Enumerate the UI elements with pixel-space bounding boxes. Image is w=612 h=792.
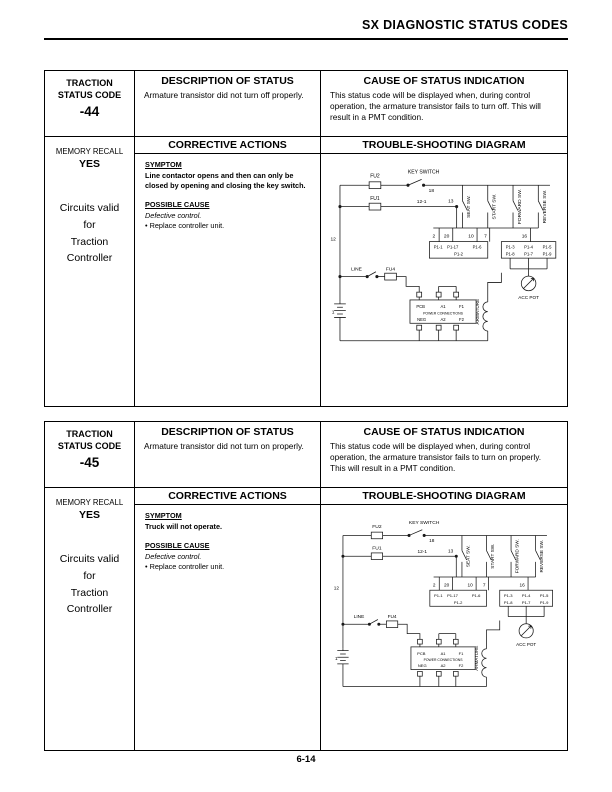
description-text: Armature transistor did not turn off properly. [144,90,304,100]
description-cell [135,71,321,137]
reverse-switch-label: REVERSE SW. [540,539,546,573]
possible-cause-label: POSSIBLE CAUSE [145,199,210,209]
status-code-label [45,78,134,101]
node-20-label: 20 [443,234,450,240]
connector2-pin-label: P1-5 [542,244,552,250]
status-code-label-line1: TRACTION [66,78,113,88]
connector2-pin-label: P1-4 [524,244,533,250]
node-12-1-label: 12-1 [417,549,428,555]
forward-switch-label: FORWARD SW. [515,539,521,574]
connector2-pin-label: P1-8 [505,251,515,257]
description-header: DESCRIPTION OF STATUS [161,75,294,87]
node-2-label: 2 [432,583,436,589]
circuits-note-line: Controller [66,603,113,616]
status-table-44 [44,70,568,407]
possible-cause-text: Defective control. [145,210,202,220]
memory-recall-cell [45,488,135,750]
node-16-label: 16 [521,234,528,240]
node-2-label: 2 [432,234,436,240]
possible-cause-text: Defective control. [145,551,202,561]
description-header: DESCRIPTION OF STATUS [161,426,294,438]
f1-terminal-label: F1 [459,304,464,310]
cause-header: CAUSE OF STATUS INDICATION [363,426,525,438]
circuits-note [45,551,134,618]
acc-pot-label: ACC POT [516,641,537,647]
connector1-pin-label: P1-17 [447,244,459,250]
symptom-label: SYMPTOM [145,160,182,169]
connector1-pin-label: P1-6 [471,592,481,598]
seat-switch-label: SEAT SW. [466,545,472,568]
troubleshooting-diagram [324,509,564,747]
circuits-note-line: Traction [70,586,109,599]
status-code-cell [45,422,135,488]
connector2-pin-label: P1-3 [503,592,513,598]
status-code-cell [45,71,135,137]
seat-switch-label: SEAT SW. [467,195,473,218]
node-10-label: 10 [468,234,474,240]
node-10-label: 10 [467,583,473,589]
circuits-note-line: Controller [66,252,113,265]
symptom-text: Line contactor opens and then can only be closed by opening and closing the key switch. [145,171,306,190]
connector2-pin-label: P1-4 [521,592,531,598]
connector2-pin-label: P1-5 [539,592,549,598]
troubleshooting-diagram-header: TROUBLE-SHOOTING DIAGRAM [321,137,567,154]
power-connections-label: POWER CONNECTIONS [423,311,463,316]
description-text: Armature transistor did not turn on properly. [144,441,304,451]
circuits-note-line: Circuits valid [59,202,120,214]
f1-terminal-label: F1 [458,650,464,656]
memory-recall-cell [45,137,135,406]
cause-header: CAUSE OF STATUS INDICATION [363,75,525,87]
troubleshooting-diagram-cell [321,154,567,406]
node-12-1-label: 12-1 [416,200,427,206]
line-contactor-label: LINE [353,615,365,621]
armature-label: ARMATURE [474,645,479,671]
forward-switch-label: FORWARD SW. [517,189,523,225]
pcb-label: PCB [416,304,425,310]
pcb-label: PCB [417,650,426,656]
connector1-pin-label: P1-6 [472,244,482,250]
circuits-note-line: Traction [70,235,109,248]
fuse-fu1-label: FU1 [370,195,380,202]
node-18-label: 18 [428,189,435,195]
cause-cell [321,71,567,137]
fuse-fu1-label: FU1 [372,546,382,552]
status-code-label-line2: STATUS CODE [57,440,122,451]
status-code-label [45,429,134,452]
connector2-pin-label: P1-7 [524,251,533,257]
fuse-fu2-label: FU2 [370,173,380,180]
a1-terminal-label: A1 [440,650,446,656]
connector1-pin-label: P1-2 [453,599,463,605]
symptom-label: SYMPTOM [145,511,182,520]
symptom-text: Truck will not operate. [145,522,223,531]
connector2-pin-label: P1-8 [503,599,513,605]
memory-recall-value: YES [78,509,100,521]
key-switch-label: KEY SWITCH [408,521,440,527]
node-12-label: 12 [330,237,336,243]
fuse-fu2-label: FU2 [372,524,382,530]
a1-terminal-label: A1 [440,304,446,310]
page-title: SX DIAGNOSTIC STATUS CODES [362,18,568,32]
circuits-note-line: for [83,569,96,582]
corrective-actions-header: CORRECTIVE ACTIONS [135,488,321,505]
troubleshooting-diagram [324,158,564,403]
memory-recall-label: MEMORY RECALL [55,147,124,156]
description-cell [135,422,321,488]
cause-cell [321,422,567,488]
remedy-text: • Replace controller unit. [145,220,225,230]
node-13-label: 13 [448,199,454,205]
node-20-label: 20 [443,583,450,589]
neg-terminal-label: NEG [417,663,427,669]
connector2-pin-label: P1-9 [539,599,549,605]
possible-cause-label: POSSIBLE CAUSE [145,540,210,550]
node-7-label: 7 [484,234,487,240]
circuits-note-line: for [83,218,96,231]
status-code-value: -44 [79,104,100,120]
connector2-pin-label: P1-9 [542,251,552,257]
status-code-value: -45 [79,455,100,471]
start-switch-label: START SW. [492,193,498,220]
neg-terminal-label: NEG [417,316,427,322]
power-connections-label: POWER CONNECTIONS [423,658,463,663]
f2-terminal-label: F2 [459,316,464,322]
page-number: 6-14 [296,754,316,765]
cause-text: This status code will be displayed when, during control operation, the armature transistor fails to turn off. This will result in a PMT condition. [330,90,541,122]
corrective-actions-body [135,505,321,750]
a2-terminal-label: A2 [440,663,446,669]
line-contactor-label: LINE [351,267,362,273]
memory-recall-label: MEMORY RECALL [55,498,124,507]
node-16-label: 16 [519,583,525,589]
connector1-pin-label: P1-2 [454,251,463,257]
corrective-actions-body [135,154,321,406]
start-switch-label: START SW. [491,543,497,569]
troubleshooting-diagram-header: TROUBLE-SHOOTING DIAGRAM [321,488,567,505]
f2-terminal-label: F2 [458,663,464,669]
node-1-label: 1 [335,657,338,663]
corrective-actions-header: CORRECTIVE ACTIONS [135,137,321,154]
memory-recall-value: YES [78,158,100,170]
troubleshooting-diagram-cell [321,505,567,750]
status-code-label-line1: TRACTION [66,429,113,439]
connector2-pin-label: P1-7 [521,599,531,605]
circuits-note-line: Circuits valid [59,553,120,565]
node-12-label: 12 [333,586,339,592]
node-18-label: 18 [429,539,435,545]
node-1-label: 1 [331,310,335,316]
connector1-pin-label: P1-1 [433,244,443,250]
status-code-label-line2: STATUS CODE [57,89,122,100]
armature-label: ARMATURE [475,298,480,325]
reverse-switch-label: REVERSE SW. [543,189,549,224]
connector1-pin-label: P1-17 [447,592,458,598]
status-table-45 [44,421,568,751]
node-13-label: 13 [447,549,454,555]
page-header [44,0,568,40]
a2-terminal-label: A2 [440,316,446,322]
cause-text: This status code will be displayed when, during control operation, the armature transistor fails to turn on properly. This will result in a PMT condition. [330,441,542,473]
node-7-label: 7 [482,583,486,589]
remedy-text: • Replace controller unit. [145,561,225,571]
connector1-pin-label: P1-1 [434,592,443,598]
key-switch-label: KEY SWITCH [407,169,440,176]
circuits-note [45,200,134,267]
fuse-fu4-label: FU4 [387,615,397,621]
acc-pot-label: ACC POT [518,294,539,300]
header-rule [44,38,568,40]
connector2-pin-label: P1-3 [505,244,515,250]
fuse-fu4-label: FU4 [385,267,396,273]
